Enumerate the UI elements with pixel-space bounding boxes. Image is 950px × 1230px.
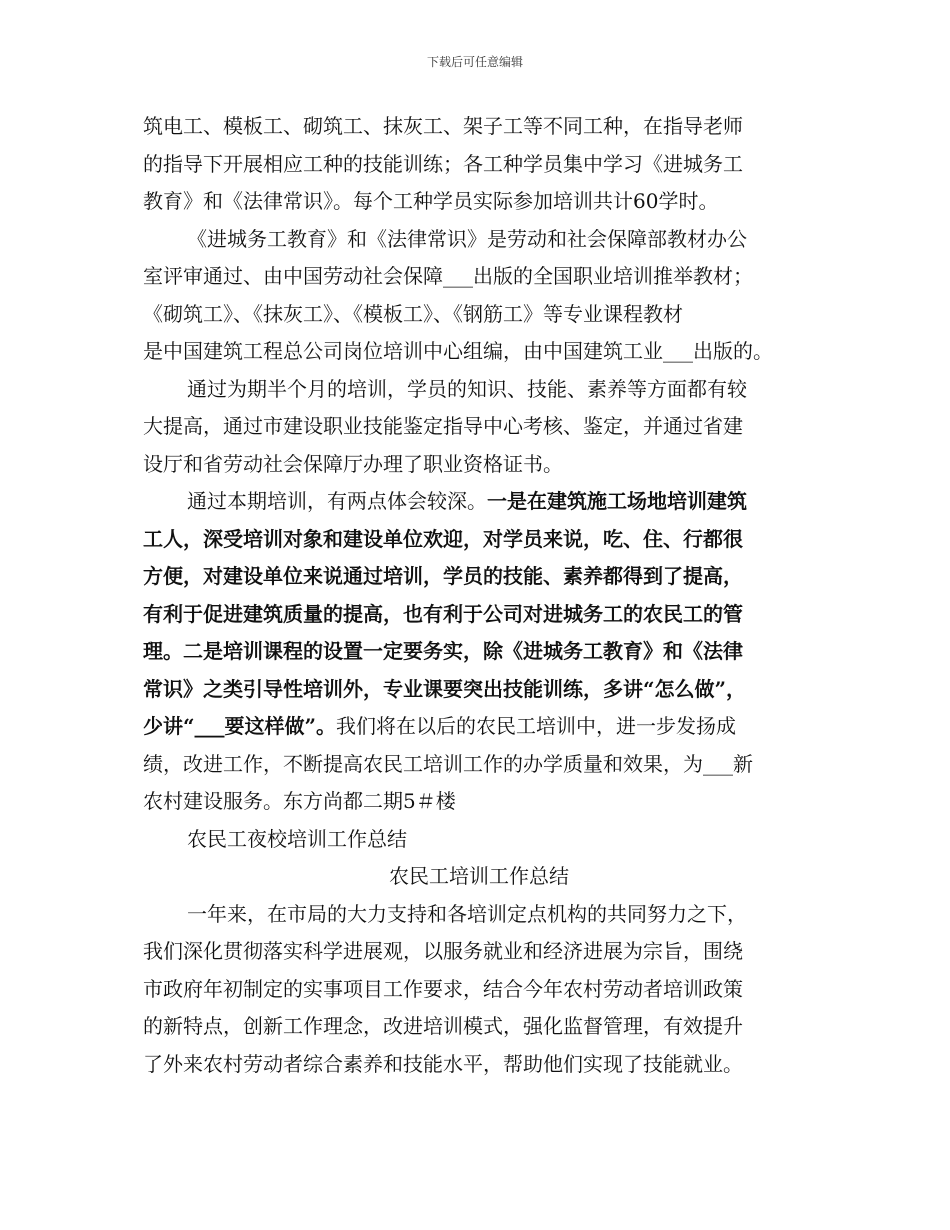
- text-line: 的指导下开展相应工种的技能训练；各工种学员集中学习《进城务工: [143, 151, 743, 176]
- text-line: 室评审通过、由中国劳动社会保障___出版的全国职业培训推举教材；: [143, 264, 753, 288]
- text-line: 设厅和省劳动社会保障厅办理了职业资格证书。: [143, 451, 563, 476]
- text-line: 方便，对建设单位来说通过培训，学员的技能、素养都得到了提高，: [143, 564, 743, 588]
- text-line: 的新特点，创新工作理念，改进培训模式，强化监督管理，有效提升: [143, 1014, 743, 1038]
- text-line: 了外来农村劳动者综合素养和技能水平，帮助他们实现了技能就业。: [143, 1051, 743, 1076]
- text-line: 工人，深受培训对象和建设单位欢迎，对学员来说，吃、住、行都很: [143, 526, 743, 551]
- document-body: [143, 108, 815, 1083]
- text-line: 一年来，在市局的大力支持和各培训定点机构的共同努力之下，: [187, 901, 747, 926]
- text-line: 市政府年初制定的实事项目工作要求，结合今年农村劳动者培训政策: [143, 976, 743, 1001]
- text-line: 绩，改进工作，不断提高农民工培训工作的办学质量和效果，为___新: [143, 751, 753, 776]
- text-line: [143, 483, 815, 521]
- text-line: 通过为期半个月的培训，学员的知识、技能、素养等方面都有较: [187, 376, 747, 401]
- text-line: 筑电工、模板工、砌筑工、抹灰工、架子工等不同工种，在指导老师: [143, 114, 743, 138]
- text-run-bold: 一是在建筑施工场地培训建筑: [487, 489, 747, 513]
- text-line: [143, 708, 815, 746]
- section-heading: 农民工夜校培训工作总结: [187, 826, 407, 851]
- text-line: 大提高，通过市建设职业技能鉴定指导中心考核、鉴定，并通过省建: [143, 414, 743, 438]
- text-line: 是中国建筑工程总公司岗位培训中心组编，由中国建筑工业___出版的。: [143, 339, 773, 363]
- text-line: 《进城务工教育》和《法律常识》是劳动和社会保障部教材办公: [187, 226, 747, 251]
- text-line: 理。二是培训课程的设置一定要务实，除《进城务工教育》和《法律: [143, 639, 743, 663]
- text-run-normal: 我们将在以后的农民工培训中，进一步发扬成: [336, 714, 737, 738]
- text-run-bold: 少讲“___要这样做”。: [143, 714, 337, 738]
- text-run-normal: 通过本期培训，有两点体会较深。: [187, 489, 487, 513]
- text-line: 我们深化贯彻落实科学进展观，以服务就业和经济进展为宗旨，围绕: [143, 939, 743, 963]
- text-line: 《砌筑工》、《抹灰工》、《模板工》、《钢筋工》等专业课程教材: [143, 301, 683, 326]
- text-line: 教育》和《法律常识》。每个工种学员实际参加培训共计60学时。: [143, 189, 719, 213]
- text-line: 有利于促进建筑质量的提高，也有利于公司对进城务工的农民工的管: [143, 601, 743, 626]
- text-line: 常识》之类引导性培训外，专业课要突出技能训练，多讲“怎么做”，: [143, 676, 747, 701]
- page-header-note: 下载后可任意编辑: [426, 55, 523, 69]
- text-line: 农村建设服务。东方尚都二期5＃楼: [143, 789, 456, 813]
- document-title: 农民工培训工作总结: [389, 864, 569, 888]
